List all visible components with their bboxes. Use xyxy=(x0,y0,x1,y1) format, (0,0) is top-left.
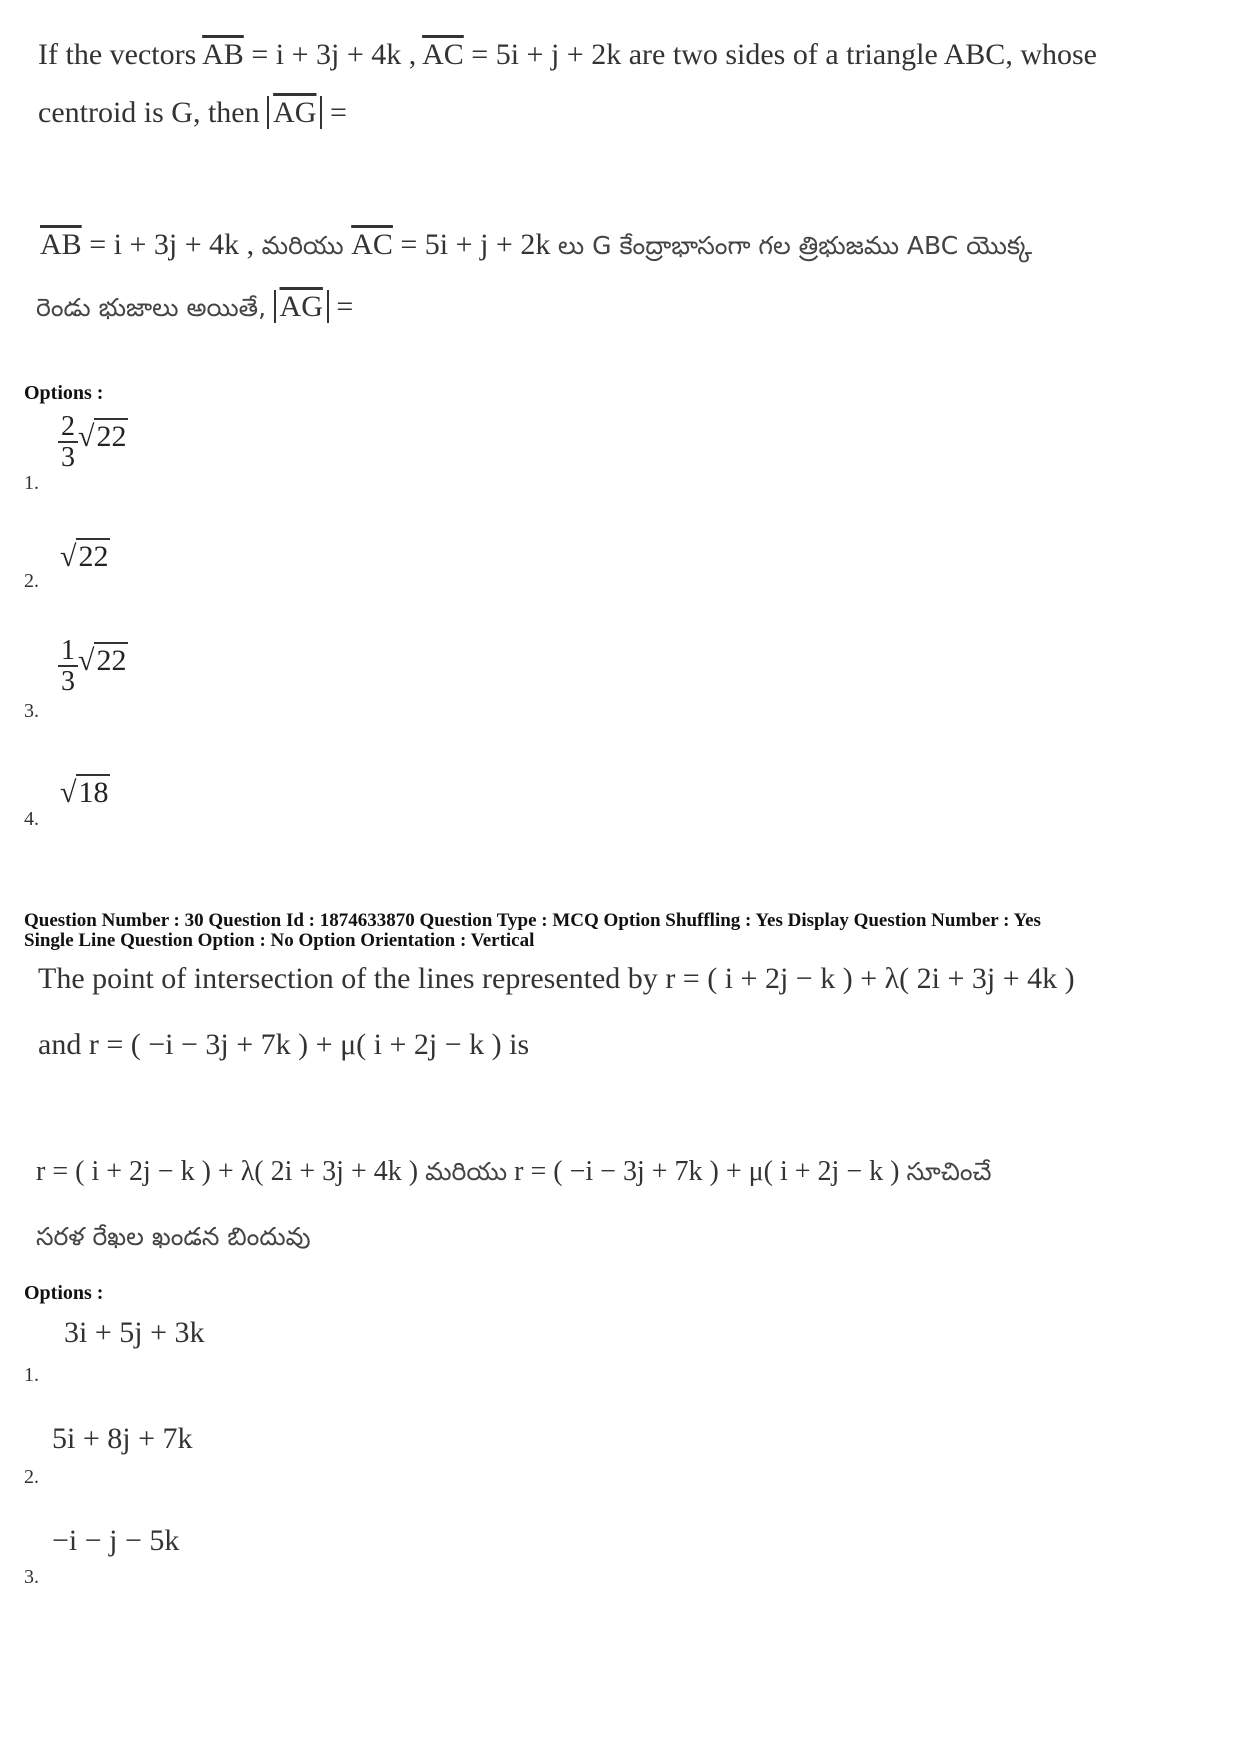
q30-en-prefix: The point of intersection of the lines represented by xyxy=(38,962,658,995)
vector-ac-te: $\overline{AC}$ xyxy=(351,228,393,261)
square-root: √22 xyxy=(78,644,127,678)
telugu-line1-suffix: లు G కేంద్రాభాసంగా గల త్రిభుజము ABC యొక్క xyxy=(557,231,1033,260)
equals-sign: = xyxy=(329,96,347,129)
q29-telugu-line-1 xyxy=(40,230,1032,260)
q30-en-is: is xyxy=(509,1028,530,1061)
vector-ac: $\overline{AC}$ xyxy=(422,38,464,71)
q30-meta-line-1: Question Number : 30 Question Id : 1874633870 Question Type : MCQ Option Shuffling : Yes Display Question Number : Yes xyxy=(24,910,1041,931)
equals-sign-te: = xyxy=(336,290,354,323)
q29-en-prefix: If the vectors xyxy=(38,38,197,71)
q30-option-2[interactable]: 5i + 8j + 7k xyxy=(52,1422,193,1455)
q29-option-3-number: 3. xyxy=(24,700,39,722)
q29-option-1[interactable] xyxy=(58,412,128,473)
q29-option-2-number: 2. xyxy=(24,570,39,592)
q30-option-1[interactable]: 3i + 5j + 3k xyxy=(64,1316,205,1349)
vector-ac-expression-te: = 5i + j + 2k xyxy=(400,228,551,261)
vector-ab-expression-te: = i + 3j + 4k , xyxy=(89,228,255,261)
line-1-equation: r = ( i + 2j − k ) + λ( 2i + 3j + 4k ) xyxy=(665,962,1075,995)
q30-option-1-number: 1. xyxy=(24,1364,39,1386)
q29-telugu-line-2 xyxy=(36,290,353,323)
line-2-equation-te: r = ( −i − 3j + 7k ) + μ( i + 2j − k ) xyxy=(514,1156,900,1187)
square-root: √18 xyxy=(60,776,109,809)
q29-options-label: Options : xyxy=(24,382,104,404)
q29-option-2[interactable] xyxy=(60,540,110,574)
q29-english-line-1 xyxy=(38,40,1097,70)
q30-option-2-number: 2. xyxy=(24,1466,39,1488)
q30-en-and: and xyxy=(38,1028,82,1061)
q30-english-line-1 xyxy=(38,964,1075,994)
q29-en-suffix: are two sides of a triangle ABC, whose xyxy=(628,38,1097,71)
vector-ac-expression: = 5i + j + 2k xyxy=(471,38,622,71)
q30-telugu-line-1 xyxy=(36,1158,992,1186)
line-1-equation-te: r = ( i + 2j − k ) + λ( 2i + 3j + 4k ) xyxy=(36,1156,419,1187)
q30-options-label: Options : xyxy=(24,1282,104,1304)
vector-ab-te: $\overline{AB}$ xyxy=(40,228,82,261)
q30-english-line-2 xyxy=(38,1030,529,1060)
square-root: √22 xyxy=(78,420,127,454)
vector-ag-te: $\overline{AG}$ xyxy=(279,290,323,323)
q29-option-1-number: 1. xyxy=(24,472,39,494)
line-2-equation: r = ( −i − 3j + 7k ) + μ( i + 2j − k ) xyxy=(88,1028,502,1061)
square-root: √22 xyxy=(60,540,109,573)
q29-option-3[interactable] xyxy=(58,636,128,697)
vector-ab-expression: = i + 3j + 4k , xyxy=(251,38,417,71)
q29-english-line-2 xyxy=(38,96,347,129)
q29-option-4-number: 4. xyxy=(24,808,39,830)
q29-option-4[interactable] xyxy=(60,776,110,810)
telugu-and-30: మరియు xyxy=(425,1157,508,1186)
telugu-indicating: సూచించే xyxy=(906,1157,992,1186)
q29-en-line2-text: centroid is G, then xyxy=(38,96,260,129)
q30-option-3-number: 3. xyxy=(24,1566,39,1588)
fraction: $\frac{1}{3}$ xyxy=(58,636,78,697)
q30-option-3[interactable]: −i − j − 5k xyxy=(52,1524,180,1557)
vector-ag: $\overline{AG}$ xyxy=(273,96,317,129)
q30-meta-line-2: Single Line Question Option : No Option Orientation : Vertical xyxy=(24,930,535,951)
telugu-line2-text: రెండు భుజాలు అయితే, xyxy=(36,293,267,322)
vector-ab: $\overline{AB}$ xyxy=(202,38,244,71)
q30-telugu-line-2: సరళ రేఖల ఖండన బిందువు xyxy=(36,1222,311,1251)
telugu-and: మరియు xyxy=(261,231,344,260)
fraction: $\frac{2}{3}$ xyxy=(58,412,78,473)
